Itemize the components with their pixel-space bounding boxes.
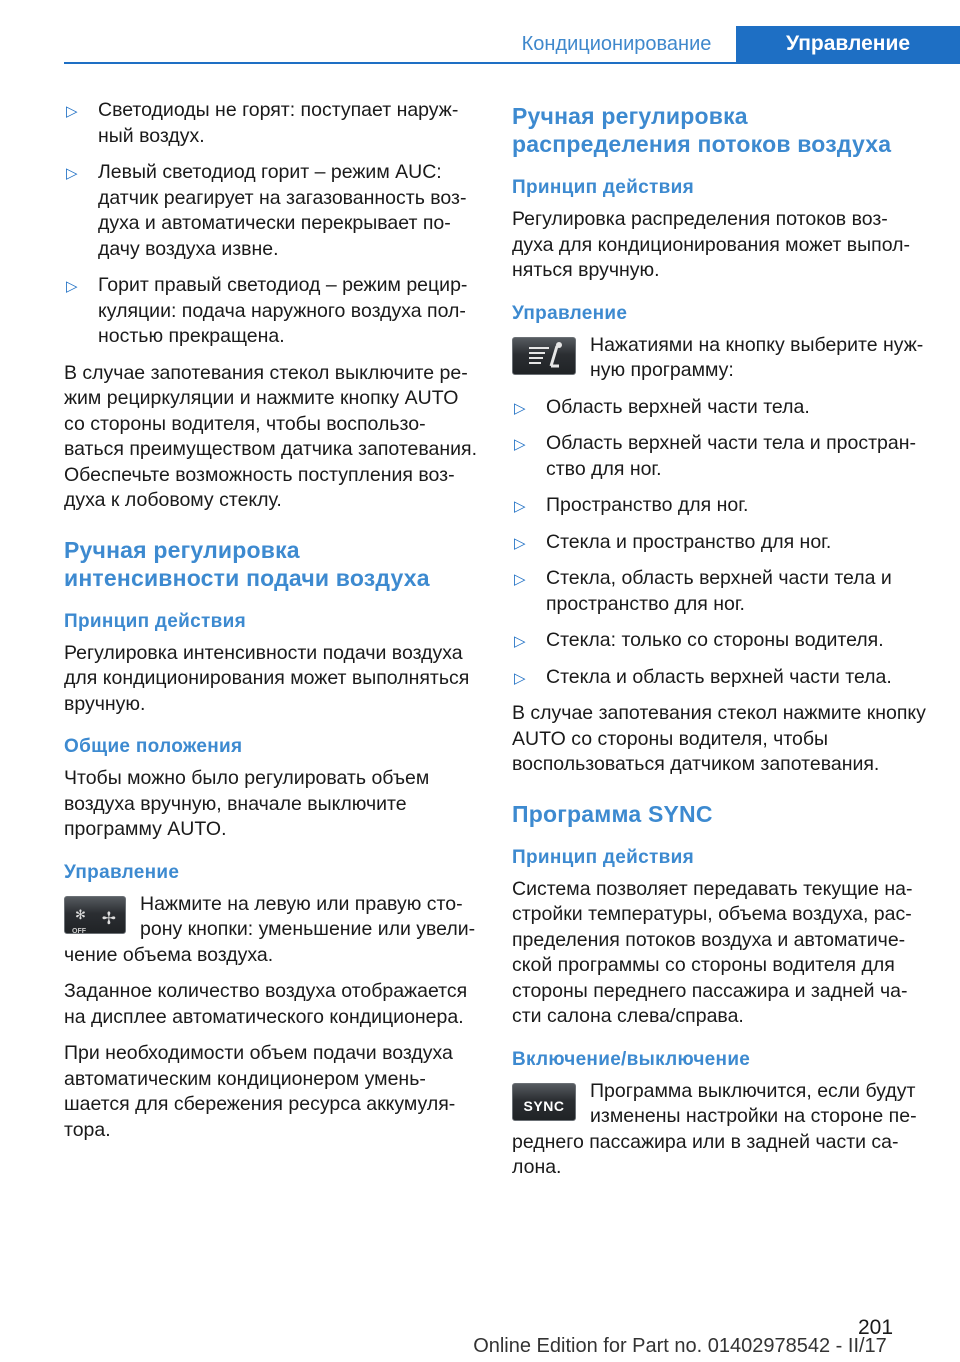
bullet-triangle-icon: ▷ xyxy=(514,436,526,453)
bullet-triangle-icon: ▷ xyxy=(66,165,78,182)
list-item: ▷ Стекла: только со стороны водителя. xyxy=(512,628,926,654)
bullet-triangle-icon: ▷ xyxy=(514,669,526,687)
control-sync xyxy=(512,1079,926,1181)
list-item: ▷ Стекла и область верхней части тела. xyxy=(512,665,926,691)
bullet-triangle-icon: ▷ xyxy=(514,633,526,650)
heading-manual-intensity: Ручная регулировка интенсивности подачи воздуха xyxy=(64,536,430,591)
paragraph-battery: При необходимости объем подачи воздуха автоматическим кондиционером умень-шается для сбережения ресурса аккумуля-тора. xyxy=(64,1042,456,1141)
paragraph-sync: Система позволяет передавать текущие на-стройки температуры, объема воздуха, рас-пределения потоков воздуха и автоматиче-ской программы со стороны водителя для стороны переднего пассажира и задней ча-сти салона слева/справа. xyxy=(512,877,913,1027)
control-distribution xyxy=(512,333,926,384)
paragraph-control: Нажатиями на кнопку выберите нуж-ную программу: xyxy=(590,333,924,381)
heading-sync: Программа SYNC xyxy=(512,800,713,827)
paragraph-onoff: Программа выключится, если будут изменены настройки на стороне пе-реднего пассажира или в задней части са-лона. xyxy=(512,1079,917,1178)
sync-button-icon xyxy=(512,1083,576,1121)
heading-manual-distribution: Ручная регулировка распределения потоков воздуха xyxy=(512,103,892,157)
subheading-control: Управление xyxy=(512,302,628,324)
subheading-sync-principle: Принцип действия xyxy=(512,846,694,868)
header-rule xyxy=(64,62,960,64)
paragraph-control: Нажмите на левую или правую сто-рону кнопки: уменьшение или увели-чение объема воздуха. xyxy=(64,892,476,966)
subheading-principle: Принцип действия xyxy=(64,610,246,632)
current-tab[interactable]: Управление xyxy=(736,26,960,62)
subheading-general: Общие положения xyxy=(64,736,243,757)
fan-small-icon: ✻ xyxy=(75,906,86,922)
subheading-onoff: Включение/выключение xyxy=(512,1048,751,1070)
list-item: ▷ Левый светодиод горит – режим AUC: датчик реагирует на загазованность воз-духа и автоматически перекрывает по-дачу воздуха извне. xyxy=(66,161,467,260)
bullet-triangle-icon: ▷ xyxy=(514,571,526,588)
paragraph-general: Чтобы можно было регулировать объем воздуха вручную, вначале выключите программу AUTO. xyxy=(64,767,430,840)
paragraph-fog: В случае запотевания стекол нажмите кнопку AUTO со стороны водителя, чтобы воспользоваться датчиком запотевания. xyxy=(512,702,926,775)
bullet-triangle-icon: ▷ xyxy=(66,278,78,295)
fan-large-icon: ✢ xyxy=(101,908,116,928)
fan-button-icon xyxy=(64,896,126,934)
list-item: ▷ Светодиоды не горят: поступает наруж-ный воздух. xyxy=(66,99,459,147)
paragraph-display: Заданное количество воздуха отображается на дисплее автоматического кондиционера. xyxy=(64,980,468,1028)
list-item: ▷ Область верхней части тела и простран-ство для ног. xyxy=(514,432,916,480)
bullet-triangle-icon: ▷ xyxy=(66,103,78,120)
footer-edition: Online Edition for Part no. 01402978542 - II/17 xyxy=(473,1335,887,1357)
paragraph-principle: Регулировка интенсивности подачи воздуха для кондиционирования может выполняться вручную. xyxy=(64,641,470,715)
paragraph-fog: В случае запотевания стекол выключите ре-жим рециркуляции и нажмите кнопку AUTO со стороны водителя, чтобы воспользо-ваться преимуществом датчика запотевания. Обеспечьте возможность поступления воз-духа к лобовому стеклу. xyxy=(64,361,477,511)
left-column xyxy=(64,98,479,1154)
subheading-principle: Принцип действия xyxy=(512,177,694,198)
air-distribution-button-icon xyxy=(512,337,576,375)
bullet-triangle-icon: ▷ xyxy=(514,399,526,417)
right-column xyxy=(512,98,926,1192)
subheading-control: Управление xyxy=(64,861,180,883)
page-header xyxy=(0,0,960,62)
off-label: OFF xyxy=(72,927,86,935)
list-item: ▷ Стекла и пространство для ног. xyxy=(512,530,926,556)
air-distribution-icon xyxy=(513,338,575,374)
page-number: 201 xyxy=(858,1316,894,1339)
section-tab[interactable]: Кондиционирование xyxy=(521,32,712,55)
paragraph-principle: Регулировка распределения потоков воз-духа для кондиционирования может выпол-няться вручную. xyxy=(512,208,911,281)
bullet-triangle-icon: ▷ xyxy=(514,534,526,552)
list-item: ▷ Стекла, область верхней части тела и пространство для ног. xyxy=(514,567,892,615)
control-fan xyxy=(64,892,479,969)
list-item: ▷ Горит правый светодиод – режим рецир-куляции: подача наружного воздуха пол-ностью прекращена. xyxy=(66,274,468,347)
list-item: ▷ Область верхней части тела. xyxy=(512,395,926,421)
sync-label: SYNC xyxy=(523,1097,565,1114)
list-item: ▷ Пространство для ног. xyxy=(512,493,926,519)
bullet-triangle-icon: ▷ xyxy=(514,498,526,515)
